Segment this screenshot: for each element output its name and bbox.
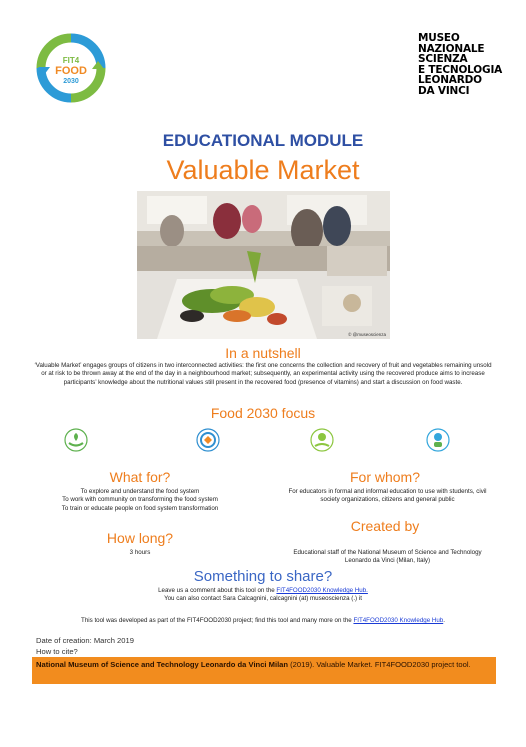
knowledge-hub-link[interactable]: FIT4FOOD2030 Knowledge Hub.: [276, 587, 368, 594]
climate-icon: [196, 428, 220, 452]
museo-logo-line: E TECNOLOGIA: [418, 63, 503, 76]
market-photo: [137, 191, 390, 339]
circularity-icon: [310, 428, 334, 452]
citation-box: [32, 657, 496, 684]
created-by-line: Educational staff of the National Museum of Science and Technology: [293, 549, 482, 556]
share-text: [60, 587, 466, 604]
fit4food2030-logo: [36, 33, 106, 103]
module-label: EDUCATIONAL MODULE: [162, 131, 364, 150]
created-by-heading: Created by: [350, 518, 420, 534]
share-line-1: [60, 587, 466, 595]
how-to-cite: How to cite?: [36, 647, 78, 656]
for-whom-text: [255, 488, 520, 505]
share-line-2: You can also contact Sara Calcagnini, calcagnini (at) museoscienza (.) it: [164, 595, 362, 603]
museo-logo-line: MUSEO: [418, 32, 460, 44]
nutrition-icon: [64, 428, 88, 452]
what-for-item: To work with community on transforming the food system: [62, 496, 218, 504]
museo-logo-line: DA VINCI: [418, 84, 470, 97]
photo-credit: © @museoscienza: [348, 332, 386, 337]
market-photo-illustration: [137, 191, 390, 339]
module-title: Valuable Market: [166, 155, 360, 185]
what-for-item: To train or educate people on food system transformation: [61, 504, 219, 512]
nutshell-heading: In a nutshell: [225, 345, 301, 361]
created-by-line: Leonardo da Vinci (Milan, Italy): [344, 557, 431, 565]
focus-heading: Food 2030 focus: [210, 405, 316, 421]
museo-logo: [418, 32, 503, 97]
innovation-icon: [426, 428, 450, 452]
knowledge-hub-link-2[interactable]: FIT4FOOD2030 Knowledge Hub: [353, 617, 444, 624]
share-heading: Something to share?: [193, 568, 333, 585]
share-line-1-text: Leave us a comment about this tool on the: [158, 587, 277, 594]
what-for-heading: What for?: [109, 469, 171, 485]
fit4food2030-logo-graphic: [36, 33, 106, 103]
what-for-list: [40, 488, 240, 513]
for-whom-heading: For whom?: [349, 469, 421, 485]
date-of-creation: Date of creation: March 2019: [36, 636, 134, 645]
how-long-heading: How long?: [106, 530, 174, 546]
museo-logo-line: SCIENZA: [418, 53, 468, 65]
for-whom-line: society organizations, citizens and general public: [320, 496, 455, 504]
nutshell-text: ‘Valuable Market’ engages groups of citizens in two interconnected activities: the first one concerns the collection and recovery of fruit and vegetables remaining unsold or at risk to be thrown away at the end of the day in a neighbourhood market; subsequently, an experimental activity using the recovered produce aims to increase participants’ knowledge about the nutritional values still present in the recovered food (presence of vitamins) and start a discussion on food waste.: [34, 362, 492, 386]
developed-text-pre: This tool was developed as part of the FIT4FOOD2030 project; find this tool and many more on the: [81, 617, 354, 624]
how-long-value: 3 hours: [129, 549, 151, 556]
what-for-item: To explore and understand the food system: [80, 488, 200, 495]
logo-food-text: FOOD: [55, 65, 87, 77]
logo-2030-text: 2030: [63, 78, 79, 85]
for-whom-line: For educators in formal and informal education to use with students, civil: [288, 488, 487, 495]
developed-text-post: .: [443, 617, 445, 624]
citation-author: National Museum of Science and Technology Leonardo da Vinci Milan: [36, 660, 289, 669]
developed-text: [30, 617, 496, 625]
museo-logo-line: LEONARDO: [418, 74, 482, 86]
museo-logo-line: NAZIONALE: [418, 42, 485, 55]
created-by-text: [255, 549, 520, 566]
logo-fit4-text: FIT4: [62, 56, 80, 65]
citation-rest: (2019). Valuable Market. FIT4FOOD2030 project tool.: [288, 660, 471, 669]
